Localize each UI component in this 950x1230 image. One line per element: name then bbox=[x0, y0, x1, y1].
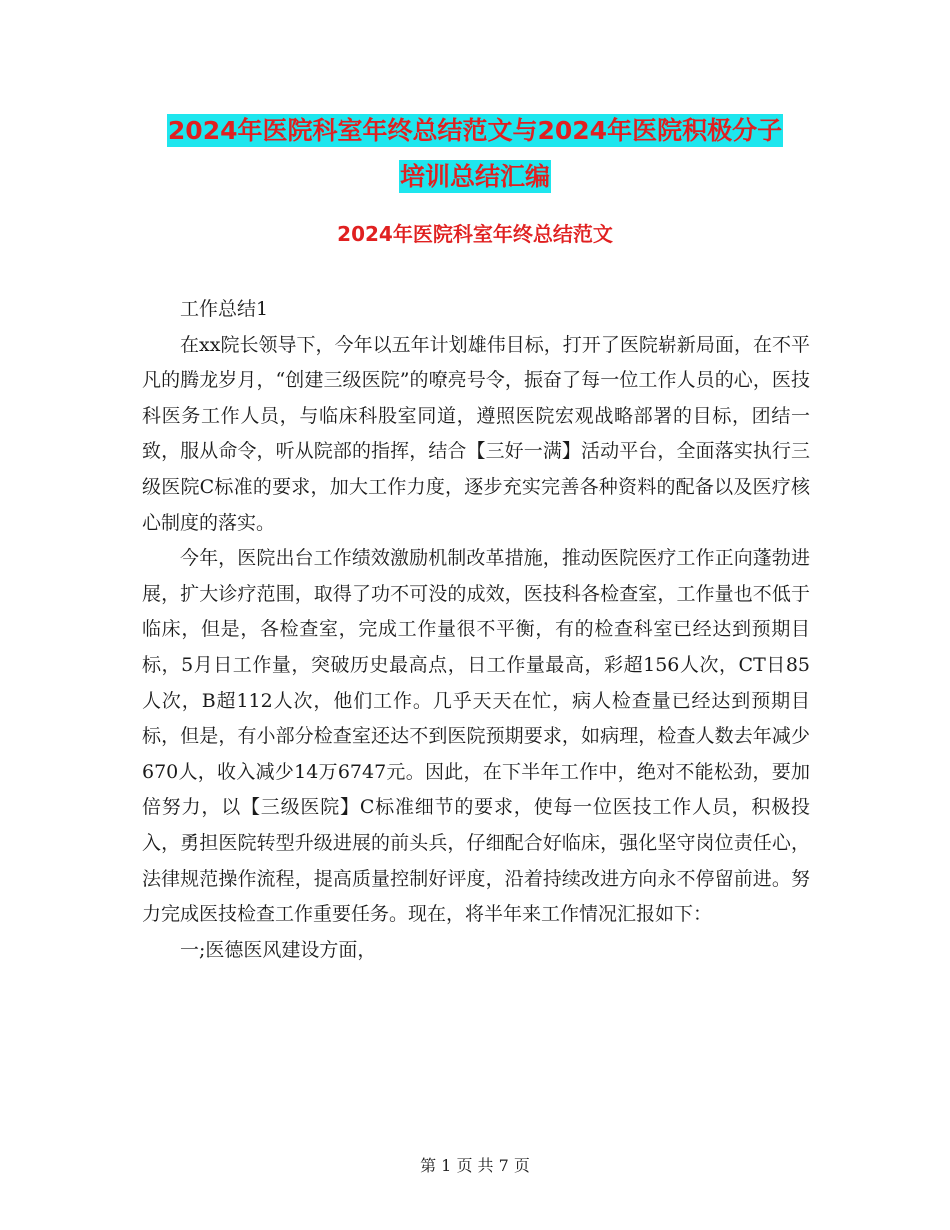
paragraph: 一;医德医风建设方面， bbox=[180, 938, 377, 961]
paragraph: 在xx院长领导下，今年以五年计划雄伟目标，打开了医院崭新局面，在不平凡的腾龙岁月，“创建三级医院”的嘹亮号令，振奋了每一位工作人员的心，医技科医务工作人员，与临床科股室同道，遵照医院宏观战略部署的目标，团结一致，服从命令，听从院部的指挥，结合【三好一满】活动平台，全面落实执行三级医院C标准的要求，加大工作力度，逐步充实完善各种资料的配备以及医疗核心制度的落实。 bbox=[142, 333, 810, 534]
title-line-2: 培训总结汇编 bbox=[399, 162, 550, 191]
paragraph: 今年，医院出台工作绩效激励机制改革措施，推动医院医疗工作正向蓬勃进展，扩大诊疗范围，取得了功不可没的成效，医技科各检查室，工作量也不低于临床，但是，各检查室，完成工作量很不平衡，有的检查科室已经达到预期目标，5月日工作量，突破历史最高点，日工作量最高，彩超156人次，CT日85人次，B超112人次，他们工作。几乎天天在忙，病人检查量已经达到预期目标，但是，有小部分检查室还达不到医院预期要求，如病理，检查人数去年减少670人，收入减少14万6747元。因此，在下半年工作中，绝对不能松劲，要加倍努力，以【三级医院】C标准细节的要求，使每一位医技工作人员，积极投入，勇担医院转型升级进展的前头兵，仔细配合好临床，强化坚守岗位责任心，法律规范操作流程，提高质量控制好评度，沿着持续改进方向永不停留前进。努力完成医技检查工作重要任务。现在，将半年来工作情况汇报如下： bbox=[142, 547, 810, 926]
title-line-1: 2024年医院科室年终总结范文与2024年医院积极分子 bbox=[167, 116, 783, 145]
paragraph: 工作总结1 bbox=[180, 298, 269, 320]
document-body bbox=[142, 292, 810, 968]
section-title: 2024年医院科室年终总结范文 bbox=[337, 222, 613, 246]
page-footer: 第 1 页 共 7 页 bbox=[420, 1156, 530, 1175]
document-title bbox=[0, 108, 950, 200]
